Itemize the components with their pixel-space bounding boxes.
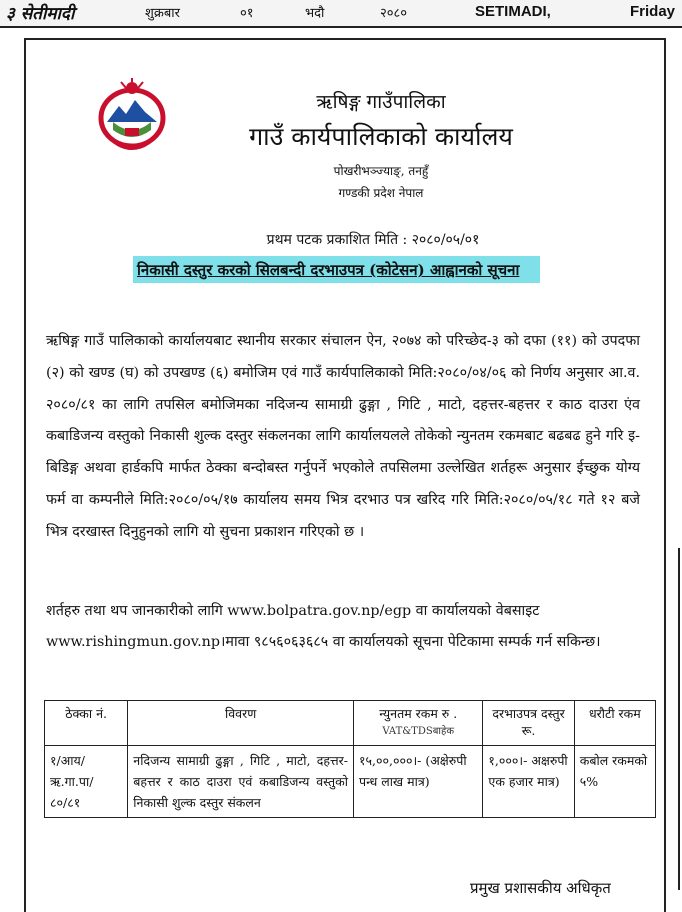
date-number: ०१ — [240, 6, 254, 21]
day-nepali: शुक्रबार — [145, 6, 180, 21]
notice-body-paragraph: ऋषिङ्ग गाउँ पालिकाको कार्यालयबाट स्थानीय सरकार संचालन ऐन, २०७४ को परिच्छेद-३ को दफा (११) को उपदफा (२) को खण्ड (घ) को उपखण्ड (६) बमोजिम एवं गाउँ कार्यपालिकाको मिति:२०८०/०४/०६ को निर्णय अनुसार आ.व. २०८०/८१ का लागि तपसिल बमोजिमका नदिजन्य सामाग्री ढुङ्गा , गिटि , माटो, दहत्तर-बहत्तर र काठ दाउरा एंव कबाडिजन्य वस्तुको निकासी शुल्क दस्तुर संकलनका लागि कार्यालयलले तोकेको न्युनतम रकमबाट बढबढ हुने गरि इ-बिडिङ्ग अथवा हार्डकपि मार्फत ठेक्का बन्दोबस्त गर्नुपर्ने भएकोले तपसिलमा उल्लेखित शर्तहरू अनुसार ईच्छुक योग्य फर्म वा कम्पनीले मिति:२०८०/०५/१७ कार्यालय समय भित्र दरभाउ पत्र खरिद गरि मिति:२०८०/०५/१८ गते १२ बजे भित्र दरखास्त दिनुहुनको लागि यो सुचना प्रकाशन गरिएको छ । — [46, 333, 640, 540]
day-english: Friday — [630, 3, 676, 20]
contact-paragraph: शर्तहरु तथा थप जानकारीको लागि www.bolpatra.gov.np/egp वा कार्यालयको वेबसाइट www.rishingmun.gov.np।मावा ९८५६०६३६८५ वा कार्यालयको सूचना पेटिकामा सम्पर्क गर्न सकिन्छ। — [46, 603, 601, 650]
month: भदौ — [305, 6, 325, 21]
signature-title: प्रमुख प्रशासकीय अधिकृत — [470, 879, 611, 897]
header-deposit: धरौटी रकम — [574, 701, 655, 746]
newspaper-masthead — [0, 0, 682, 28]
header-contract-no: ठेक्का नं. — [45, 701, 128, 746]
cell-contract-no: १/आय/ऋ.गा.पा/८०/८१ — [45, 746, 128, 818]
notice-heading-highlight — [133, 256, 540, 283]
office-name: गाउँ कार्यपालिकाको कार्यालय — [249, 122, 513, 151]
header-fee: दरभाउपत्र दस्तुर रू. — [483, 701, 574, 746]
header-description: विवरण — [128, 701, 354, 746]
org-name: ऋषिङ्ग गाउँपालिका — [316, 91, 446, 113]
table-row — [45, 746, 656, 818]
header-min-amount-label: न्युनतम रकम रु . — [379, 706, 458, 721]
table-header-row — [45, 701, 656, 746]
year: २०८० — [380, 6, 408, 21]
header-min-amount — [354, 701, 483, 746]
address-line2: गण्डकी प्रदेश नेपाल — [338, 186, 424, 200]
cell-min-amount: १५,००,०००।- (अक्षेरुपी पन्ध लाख मात्र) — [354, 746, 483, 818]
cell-deposit: कबोल रकमको ५% — [574, 746, 655, 818]
cell-fee: १,०००।- अक्षरुपी एक हजार मात्र) — [483, 746, 574, 818]
header-min-amount-note: VAT&TDSबाहेक — [382, 726, 455, 737]
contract-table — [44, 700, 656, 818]
newspaper-name-english: SETIMADI, — [475, 3, 551, 20]
address-line1: पोखरीभञ्ज्याङ्, तनहुँ — [333, 164, 429, 178]
newspaper-title: ३ सेतीमादी — [6, 4, 75, 24]
cell-description: नदिजन्य सामाग्री ढुङ्गा , गिटि , माटो, दहत्तर-बहत्तर र काठ दाउरा एवं कबाडिजन्य वस्तुको निकासी शुल्क दस्तुर संकलन — [128, 746, 354, 818]
column-divider — [678, 548, 680, 890]
notice-heading: निकासी दस्तुर करको सिलबन्दी दरभाउपत्र (कोटेसन) आह्वानको सूचना — [137, 261, 520, 279]
publish-date: प्रथम पटक प्रकाशित मिति : २०८०/०५/०१ — [266, 232, 480, 248]
